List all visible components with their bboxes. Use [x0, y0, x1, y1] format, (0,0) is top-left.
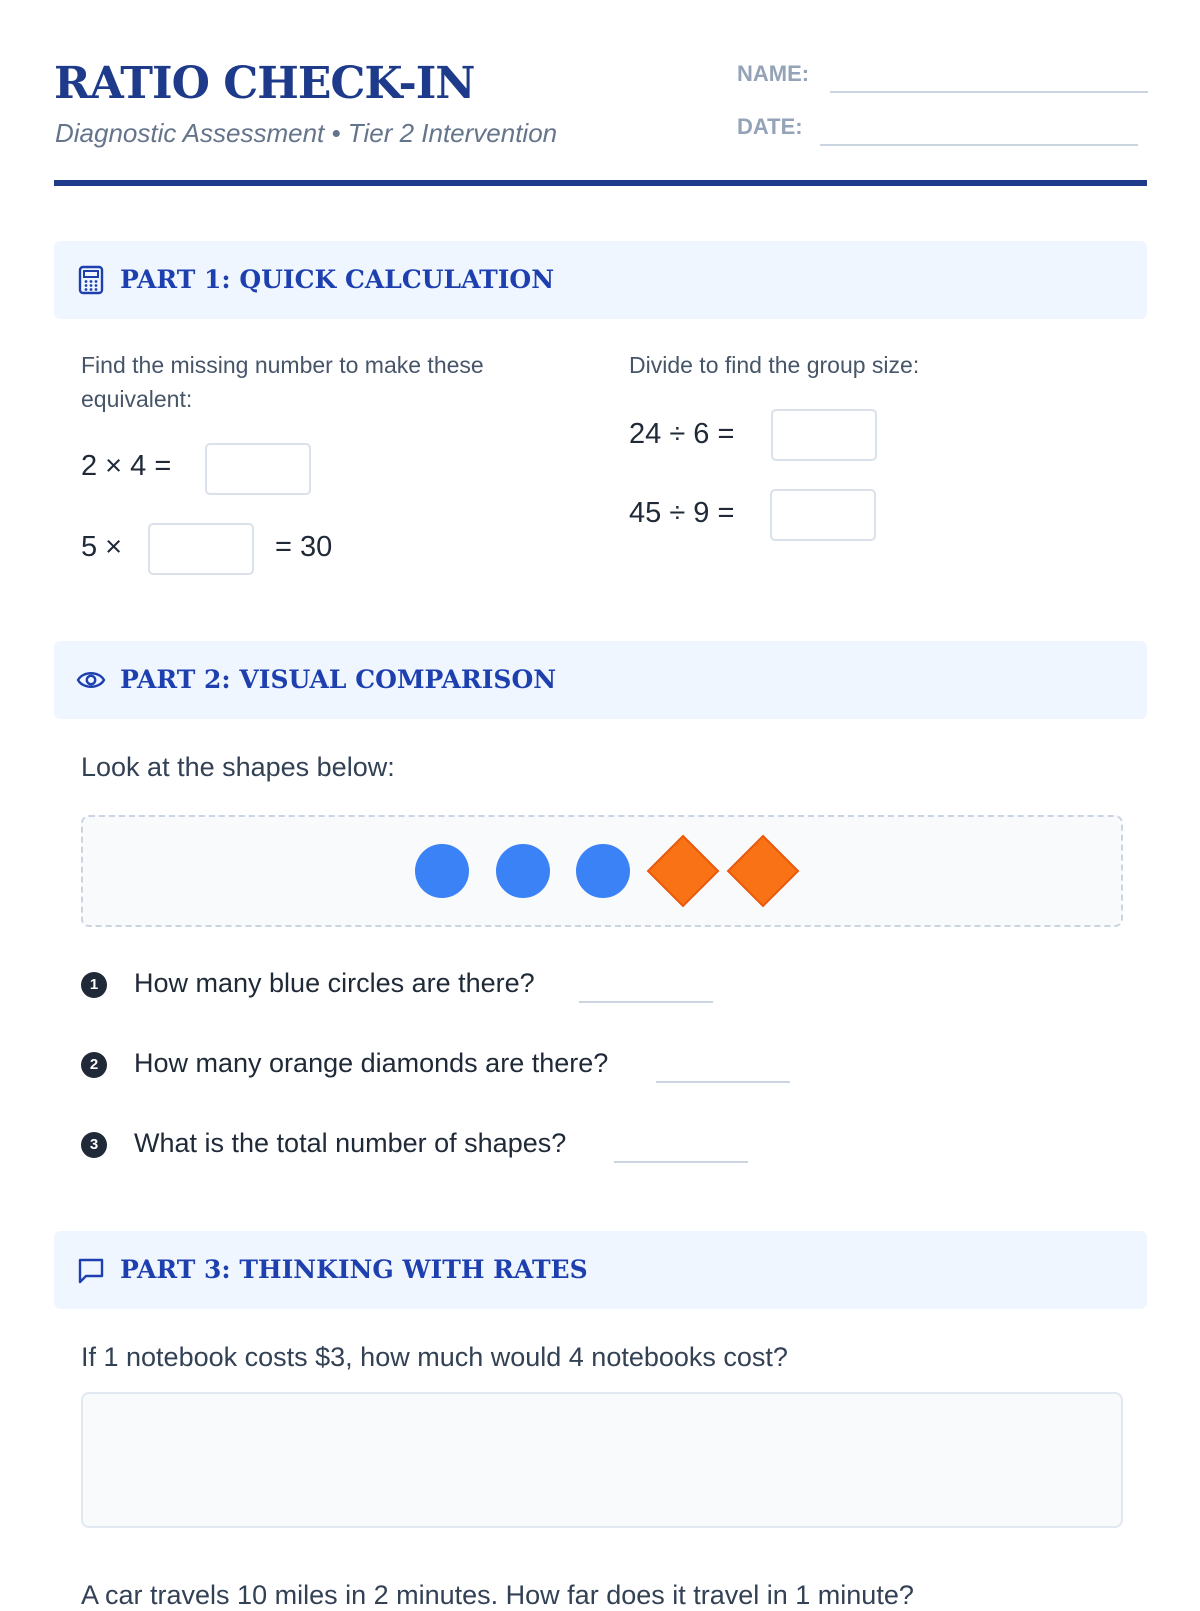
orange-diamond [648, 836, 718, 906]
question-1-number: 1 [81, 972, 107, 998]
question-2-answer-line[interactable] [656, 1081, 790, 1083]
part1-title: PART 1: QUICK CALCULATION [120, 265, 555, 294]
part2-instruction: Look at the shapes below: [81, 752, 395, 782]
date-label: DATE: [737, 114, 803, 139]
equation-2-answer-box[interactable] [148, 523, 254, 575]
equation-1-text: 2 × 4 = [81, 450, 172, 482]
header-divider [54, 180, 1147, 186]
message-square-icon [76, 1255, 106, 1285]
part3-header [54, 1231, 1147, 1309]
worksheet-subtitle: Diagnostic Assessment • Tier 2 Intervention [55, 118, 558, 148]
rate-question-1: If 1 notebook costs $3, how much would 4 notebooks cost? [81, 1342, 788, 1372]
equation-4-answer-box[interactable] [770, 489, 876, 541]
rate-question-1-answer-area[interactable] [81, 1392, 1123, 1528]
equation-3-answer-box[interactable] [771, 409, 877, 461]
calculator-icon [76, 265, 106, 295]
equation-2-right-text: = 30 [275, 531, 333, 563]
name-field[interactable] [830, 91, 1148, 93]
equation-2-left-text: 5 × [81, 531, 123, 563]
blue-circle [496, 844, 550, 898]
question-1-answer-line[interactable] [579, 1001, 713, 1003]
shape-panel [81, 815, 1123, 927]
shapes-figure [83, 817, 1121, 925]
part1-header [54, 241, 1147, 319]
rate-question-2: A car travels 10 miles in 2 minutes. How far does it travel in 1 minute? [81, 1580, 914, 1610]
blue-circle [576, 844, 630, 898]
question-1-text: How many blue circles are there? [134, 968, 535, 998]
part2-title: PART 2: VISUAL COMPARISON [120, 665, 557, 694]
question-3-answer-line[interactable] [614, 1161, 748, 1163]
equation-3-text: 24 ÷ 6 = [629, 418, 735, 450]
part3-title: PART 3: THINKING WITH RATES [120, 1255, 588, 1284]
question-3-number: 3 [81, 1132, 107, 1158]
part1-right-instruction: Divide to find the group size: [629, 352, 920, 378]
part2-header [54, 641, 1147, 719]
question-3-text: What is the total number of shapes? [134, 1128, 567, 1158]
eye-icon [76, 665, 106, 695]
date-field[interactable] [820, 144, 1138, 146]
question-2-text: How many orange diamonds are there? [134, 1048, 609, 1078]
orange-diamond [728, 836, 798, 906]
name-label: NAME: [737, 61, 810, 86]
question-2-number: 2 [81, 1052, 107, 1078]
blue-circle [415, 844, 469, 898]
part1-left-instruction: Find the missing number to make these equivalent: [81, 352, 484, 412]
equation-1-answer-box[interactable] [205, 443, 311, 495]
worksheet-title: RATIO CHECK-IN [54, 58, 475, 109]
equation-4-text: 45 ÷ 9 = [629, 497, 735, 529]
